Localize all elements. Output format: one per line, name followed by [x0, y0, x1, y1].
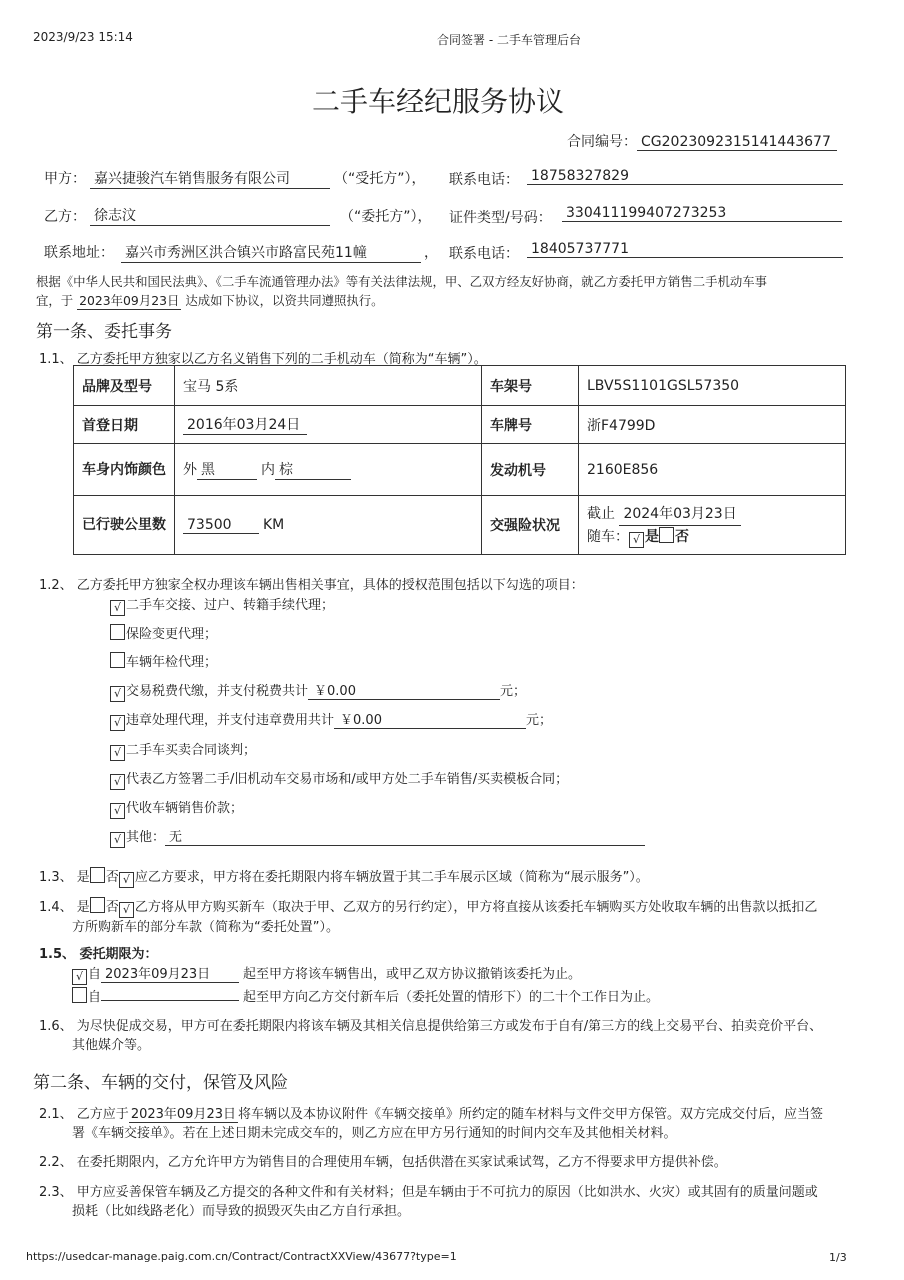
- option-violation-checkbox[interactable]: √: [110, 715, 125, 731]
- option-transfer-checkbox[interactable]: √: [110, 600, 125, 616]
- document-title: 二手车经纪服务协议: [312, 85, 565, 118]
- vin-value: LBV5S1101GSL57350: [579, 366, 846, 406]
- term-option-2: [72, 985, 659, 1005]
- option-sign-contract: [110, 768, 568, 790]
- yes-label: 是: [645, 528, 659, 545]
- vin-label: 车架号: [482, 366, 579, 406]
- preamble-text-end: 达成如下协议，以资共同遵照执行。: [185, 293, 384, 308]
- page-number: 1/3: [829, 1251, 847, 1264]
- brand-label: 品牌及型号: [74, 366, 175, 406]
- preamble-line-1: 根据《中华人民共和国民法典》、《二手车流通管理办法》等有关法律法规，甲、乙双方经友好协商，就乙方委托甲方销售二手机动车事: [36, 274, 768, 289]
- option-inspection-label: 车辆年检代理；: [126, 655, 218, 670]
- color-label: 车身内饰颜色: [74, 444, 175, 496]
- option-tax: [110, 680, 526, 702]
- clause-2-3: 2.3、 甲方应妥善保管车辆及乙方提交的各种文件和有关材料；但是车辆由于不可抗力的原因（比如洪水、火灾）或其固有的质量问题或: [39, 1185, 818, 1200]
- contract-number: [567, 131, 837, 151]
- clause-1-6: 1.6、 为尽快促成交易，甲方可在委托期限内将该车辆及其相关信息提供给第三方或发布于自有/第三方的线上交易平台、拍卖竞价平台、: [39, 1019, 823, 1034]
- term-option-1-text: 起至甲方将该车辆售出，或甲乙双方协议撤销该委托为止。: [243, 967, 582, 982]
- clause-1-6-line-2: 其他媒介等。: [72, 1038, 151, 1053]
- agreement-date: 2023年09月23日: [79, 293, 180, 308]
- vehicle-table: [73, 365, 846, 555]
- option-other: [110, 826, 645, 848]
- reg-date-cell: [175, 406, 482, 444]
- interior-color: 棕: [275, 459, 351, 480]
- table-row: [74, 366, 846, 406]
- exterior-label: 外: [183, 462, 197, 478]
- clause-1-3-text: 应乙方要求，甲方将在委托期限内将车辆放置于其二手车展示区域（简称为“展示服务”）。: [134, 870, 649, 885]
- option-negotiation: [110, 739, 256, 761]
- clause-2-1-text-end: 将车辆以及本协议附件《车辆交接单》所约定的随车材料与文件交甲方保管。双方完成交付后，应当签: [237, 1107, 823, 1122]
- mileage-cell: [175, 496, 482, 555]
- disposal-no-checkbox[interactable]: √: [119, 902, 134, 918]
- address-value: 嘉兴市秀洲区洪合镇兴市路富民苑11幢: [121, 242, 421, 263]
- tax-amount: ￥0.00: [308, 680, 500, 700]
- option-insurance: [110, 623, 217, 642]
- party-b-id-number: 330411199407273253: [562, 205, 842, 222]
- party-b-phone-label: 联系电话：: [449, 246, 519, 262]
- clause-1-3-no: 否: [105, 870, 119, 885]
- violation-amount: ￥0.00: [334, 709, 526, 729]
- address-label: 联系地址：: [44, 245, 114, 261]
- page-header-title: 合同签署 - 二手车管理后台: [437, 33, 581, 47]
- interior-label: 内: [261, 462, 275, 478]
- party-b-name: 徐志汶: [90, 205, 330, 226]
- from-label: 自: [88, 990, 102, 1005]
- option-negotiation-checkbox[interactable]: √: [110, 745, 125, 761]
- option-collect-payment: [110, 797, 243, 819]
- option-transfer: [110, 594, 334, 616]
- reg-date-label: 首登日期: [74, 406, 175, 444]
- insurance-cell: [579, 496, 846, 555]
- party-b-id-label: 证件类型/号码：: [449, 210, 552, 226]
- option-sign-contract-checkbox[interactable]: √: [110, 774, 125, 790]
- delivery-date: 2023年09月23日: [129, 1103, 238, 1123]
- term-start-date: 2023年09月23日: [101, 963, 239, 983]
- preamble-text: 宜，于: [36, 293, 74, 308]
- clause-1-4-yes: 1.4、 是: [39, 900, 90, 915]
- option-inspection: [110, 651, 217, 670]
- option-collect-payment-checkbox[interactable]: √: [110, 803, 125, 819]
- clause-2-3-line-2: 损耗（比如线路老化）而导致的损毁灭失由乙方自行承担。: [72, 1204, 411, 1219]
- with-car-label: 随车：: [587, 528, 629, 545]
- party-a-phone-label: 联系电话：: [449, 172, 519, 188]
- yes-checkbox[interactable]: √: [629, 532, 644, 548]
- table-row: [74, 496, 846, 555]
- from-label: 自: [88, 967, 102, 982]
- party-b-phone: 18405737771: [527, 241, 843, 258]
- page-url[interactable]: https://usedcar-manage.paig.com.cn/Contract/ContractXXView/43677?type=1: [26, 1250, 457, 1263]
- insurance-until: [587, 503, 837, 526]
- article-2-title: 第二条、车辆的交付，保管及风险: [33, 1073, 288, 1093]
- option-insurance-label: 保险变更代理；: [126, 627, 218, 642]
- clause-2-2: 2.2、 在委托期限内，乙方允许甲方为销售目的合理使用车辆，包括供潜在买家试乘试驾，乙方不得要求甲方提供补偿。: [39, 1155, 727, 1170]
- other-value: 无: [165, 826, 645, 846]
- address-comma: ，: [424, 245, 438, 261]
- yuan-label: 元；: [500, 684, 527, 699]
- mileage-value: 73500: [183, 517, 259, 534]
- no-label: 否: [675, 528, 689, 545]
- clause-2-1-text: 2.1、 乙方应于: [39, 1107, 129, 1122]
- party-b-label: 乙方：: [44, 209, 86, 225]
- insurance-until-date: 2024年03月23日: [619, 503, 740, 526]
- option-negotiation-label: 二手车买卖合同谈判；: [126, 743, 257, 758]
- table-row: [74, 444, 846, 496]
- plate-label: 车牌号: [482, 406, 579, 444]
- clause-1-4-text: 乙方将从甲方购买新车（取决于甲、乙双方的另行约定），甲方将直接从该委托车辆购买方处收取车辆的出售款以抵扣乙: [134, 900, 818, 915]
- engine-label: 发动机号: [482, 444, 579, 496]
- exterior-color: 黑: [197, 459, 257, 480]
- option-inspection-checkbox[interactable]: [110, 652, 125, 668]
- term-option-1-checkbox[interactable]: √: [72, 969, 87, 985]
- article-1-title: 第一条、委托事务: [36, 322, 172, 342]
- option-collect-payment-label: 代收车辆销售价款；: [126, 801, 244, 816]
- clause-1-3-yes: 1.3、 是: [39, 870, 90, 885]
- party-a-role: （“受托方”），: [334, 171, 426, 187]
- option-tax-label: 交易税费代缴，并支付税费共计: [126, 684, 309, 699]
- insurance-with-car: [587, 526, 837, 548]
- clause-1-1: 1.1、 乙方委托甲方独家以乙方名义销售下列的二手机动车（简称为“车辆”）。: [39, 352, 487, 367]
- table-row: [74, 406, 846, 444]
- term-option-2-text: 起至甲方向乙方交付新车后（委托处置的情形下）的二十个工作日为止。: [243, 990, 660, 1005]
- term-start-date-blank: [101, 985, 239, 1001]
- clause-2-1: [39, 1103, 823, 1123]
- clause-1-4-no: 否: [105, 900, 119, 915]
- option-insurance-checkbox[interactable]: [110, 624, 125, 640]
- mileage-label: 已行驶公里数: [74, 496, 175, 555]
- engine-value: 2160E856: [579, 444, 846, 496]
- option-violation-label: 违章处理代理，并支付违章费用共计: [126, 713, 335, 728]
- yuan-label: 元；: [526, 713, 553, 728]
- clause-1-5-title: 1.5、 委托期限为：: [39, 947, 158, 962]
- option-sign-contract-label: 代表乙方签署二手/旧机动车交易市场和/或甲方处二手车销售/买卖模板合同；: [126, 772, 569, 787]
- contract-number-label: 合同编号：: [567, 134, 637, 150]
- color-cell: [175, 444, 482, 496]
- option-violation: [110, 709, 552, 731]
- clause-1-4: [39, 896, 817, 918]
- disposal-yes-checkbox[interactable]: [90, 897, 105, 913]
- insurance-label: 交强险状况: [482, 496, 579, 555]
- party-a-phone: 18758327829: [527, 168, 843, 185]
- mileage-unit: KM: [263, 516, 285, 533]
- option-tax-checkbox[interactable]: √: [110, 686, 125, 702]
- clause-1-2: 1.2、 乙方委托甲方独家全权办理该车辆出售相关事宜，具体的授权范围包括以下勾选的项目：: [39, 578, 584, 593]
- display-no-checkbox[interactable]: √: [119, 872, 134, 888]
- reg-date-value: 2016年03月24日: [183, 414, 307, 435]
- party-a-label: 甲方：: [44, 171, 86, 187]
- term-option-2-checkbox[interactable]: [72, 987, 87, 1003]
- party-a-name: 嘉兴捷骏汽车销售服务有限公司: [90, 168, 330, 189]
- preamble-line-2: [36, 291, 384, 310]
- clause-2-1-line-2: 署《车辆交接单》。若在上述日期未完成交车的，则乙方应在甲方另行通知的时间内交车及其他相关材料。: [72, 1126, 677, 1141]
- option-transfer-label: 二手车交接、过户、转籍手续代理；: [126, 598, 335, 613]
- contract-number-value: CG2023092315141443677: [637, 134, 837, 151]
- plate-value: 浙F4799D: [579, 406, 846, 444]
- party-b-role: （“委托方”），: [340, 209, 432, 225]
- print-timestamp: 2023/9/23 15:14: [33, 30, 133, 44]
- display-yes-checkbox[interactable]: [90, 867, 105, 883]
- option-other-checkbox[interactable]: √: [110, 832, 125, 848]
- brand-value: 宝马 5系: [175, 366, 482, 406]
- option-other-label: 其他：: [126, 830, 166, 845]
- no-checkbox[interactable]: [659, 527, 674, 543]
- insurance-until-label: 截止: [587, 505, 615, 522]
- term-option-1: [72, 963, 581, 985]
- clause-1-4-line-2: 方所购新车的部分车款（简称为“委托处置”）。: [72, 920, 339, 935]
- clause-1-3: [39, 866, 649, 888]
